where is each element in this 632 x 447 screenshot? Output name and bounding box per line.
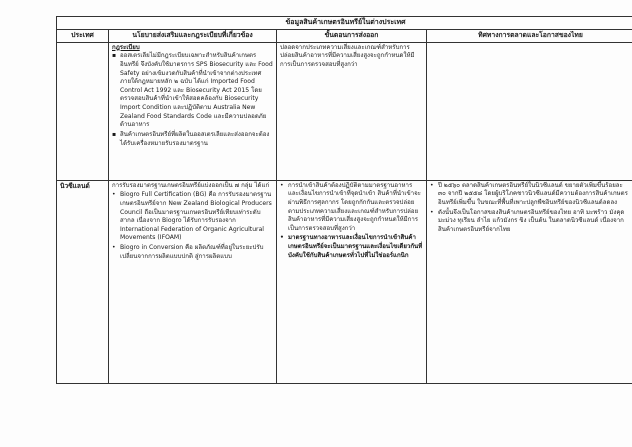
export-item: • การนำเข้าสินค้าต้องปฏิบัติตามมาตรฐานอาหารและเงื่อนไขการนำเข้าที่จุดนำเข้า สินค้าที่นำเข้าจะผ่านพิธีการศุลกากร โดยถูกกักกันและตรวจปล่อยตามประเภทความเสี่ยงและเกณฑ์สำหรับการปล่อยสินค้าอาหารที่มีความเสี่ยงสูงจะถูกกำหนดให้มีการเป็นการตรวจสอบที่สูงกว่า [288, 182, 423, 234]
organic-products-table [56, 16, 632, 384]
country-cell: นิวซีแลนด์ [57, 180, 109, 383]
export-cell [277, 42, 427, 180]
policy-item: ▪ สินค้าเกษตรอินทรีย์ที่ผลิตในออสเตรเลียและส่งออกจะต้องได้รับเครื่องหมายรับรองมาตรฐาน [120, 131, 273, 148]
policy-item: ▪ ออสเตรเลียไม่มีกฎระเบียบเฉพาะสำหรับสินค้าเกษตรอินทรีย์ จึงบังคับใช้มาตรการ SPS Biosecurity และ Food Safety อย่างเข้มงวดกับสินค้าที่นำเข้าจากต่างประเทศ ภายใต้กฎหมายหลัก ๒ ฉบับ ได้แก่ Imported Food Control Act 1992 และ Biosecurity Act 2015 โดยตรวจสอบสินค้าที่นำเข้าให้สอดคล้องกับ Biosecurity Import Condition และปฏิบัติตาม Australia New Zealand Food Standards Code และมีความปลอดภัยด้านอาหาร [120, 52, 273, 130]
policy-cell [109, 180, 277, 383]
header-export: ขั้นตอนการส่งออก [277, 30, 427, 43]
policy-cell [109, 42, 277, 180]
header-market: ทิศทางการตลาดและโอกาสของไทย [427, 30, 632, 43]
export-cell [277, 180, 427, 383]
market-cell [427, 180, 632, 383]
policy-item: • Biogro Full Certification (BG) คือ การรับรองมาตรฐานเกษตรอินทรีย์จาก New Zealand Biological Producers Council ถือเป็นมาตรฐานเกษตรอินทรีย์เทียบเท่าระดับสากล เนื่องจาก Biogro ได้รับการรับรองจาก International Federation of Organic Agricultural Movements (IFOAM) [120, 191, 273, 243]
export-item: • มาตรฐานทางอาหารและเงื่อนไขการนำเข้าสินค้าเกษตรอินทรีย์จะเป็นมาตรฐานและเงื่อนไขเดียวกันที่บังคับใช้กับสินค้าเกษตรทั่วไปที่ไม่ใช่ออร์แกนิก [288, 234, 423, 260]
header-country: ประเทศ [57, 30, 109, 43]
export-text: ปลอดจากประเภทความเสี่ยงและเกณฑ์สำหรับการปล่อยสินค้าอาหารที่มีความเสี่ยงสูงจะถูกกำหนดให้มีการเป็นการตรวจสอบที่สูงกว่า [280, 43, 415, 68]
market-item: • ดังนั้นจึงเป็นโอกาสของสินค้าเกษตรอินทรีย์ของไทย อาทิ มะพร้าว มังคุด มะม่วง ทุเรียน ลำไย แก้วมังกร ขิง เป็นต้น ในตลาดนิวซีแลนด์ เนื่องจากสินค้าเกษตรอินทรีย์จากไทย [438, 209, 631, 235]
table-row [57, 180, 632, 383]
header-policy: นโยบายส่งเสริมและกฎระเบียบที่เกี่ยวข้อง [109, 30, 277, 43]
policy-item: • Biogro in Conversion คือ ผลิตภัณฑ์ที่อยู่ในระยะปรับเปลี่ยนจากการผลิตแบบปกติ สู่การผลิตแบบ [120, 244, 273, 261]
market-cell [427, 42, 632, 180]
policy-subheading: กฎระเบียบ [112, 43, 140, 51]
table-row [57, 42, 632, 180]
table-title: ข้อมูลสินค้าเกษตรอินทรีย์ในต่างประเทศ [57, 17, 632, 30]
market-item: • ปี ๒๕๖๐ ตลาดสินค้าเกษตรอินทรีย์ในนิวซีแลนด์ ขยายตัวเพิ่มขึ้นร้อยละ ๓๐ จากปี ๒๕๕๘ โดยผู้บริโภคชาวนิวซีแลนด์มีความต้องการสินค้าเกษตรอินทรีย์เพิ่มขึ้น ในขณะที่พื้นที่เพาะปลูกพืชอินทรีย์ของนิวซีแลนด์ลดลง [438, 182, 631, 208]
country-cell [57, 42, 109, 180]
policy-intro: การรับรองมาตรฐานเกษตรอินทรีย์แบ่งออกเป็น ๗ กลุ่ม ได้แก่ [112, 181, 270, 189]
